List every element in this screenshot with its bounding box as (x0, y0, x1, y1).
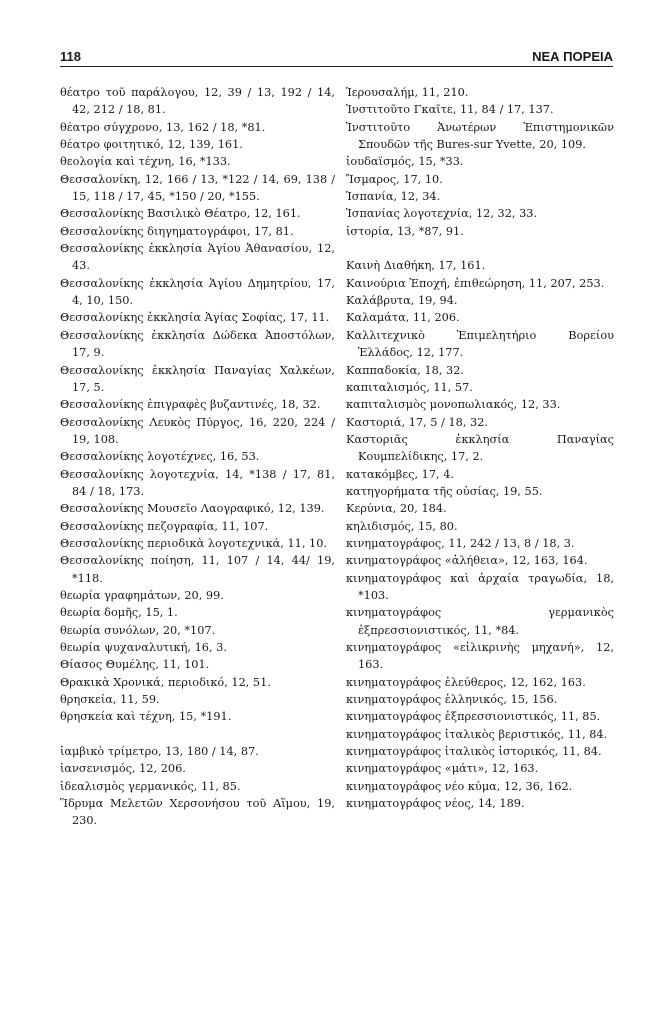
index-entry: θεωρία ψυχαναλυτική, 16, 3. (60, 641, 227, 654)
index-entry: θρησκεία, 11, 59. (60, 693, 160, 707)
index-entry: ἰαμβικὸ τρίμετρο, 13, 180 / 14, 87. (60, 745, 259, 759)
index-entry: θέατρο σύγχρονο, 13, 162 / 18, *81. (60, 120, 266, 134)
index-entry: Θεσσαλονίκης περιοδικὰ λογοτεχνικά, 11, 10. (60, 536, 327, 550)
page-number: 118 (60, 49, 81, 64)
index-entry: θρησκεία καὶ τέχνη, 15, *191. (60, 710, 232, 724)
index-entry: κινηματογράφος «μάτι», 12, 163. (346, 762, 539, 776)
index-entry: θεωρία γραφημάτων, 20, 99. (60, 588, 224, 602)
index-entry: Θεσσαλονίκης ἐκκλησία Δώδεκα Ἀποστόλων, 17, 9. (60, 328, 335, 360)
index-entry: Καστοριά, 17, 5 / 18, 32. (346, 415, 488, 429)
index-entry: κινηματογράφος νέο κύμα, 12, 36, 162. (346, 779, 573, 793)
index-entry: Θίασος Θυμέλης, 11, 101. (60, 658, 210, 672)
index-entry: θεολογία καὶ τέχνη, 16, *133. (60, 155, 231, 169)
index-entry: ἰδεαλισμὸς γερμανικός, 11, 85. (60, 779, 241, 793)
index-entry: Ἵδρυμα Μελετῶν Χερσονήσου τοῦ Αἵμου, 19, 230. (60, 797, 335, 828)
index-entry: Καινὴ Διαθήκη, 17, 161. (346, 259, 486, 273)
index-entry: Θεσσαλονίκης λογοτεχνία, 14, *138 / 17, 81, 84 / 18, 173. (60, 467, 335, 498)
index-entry: θεωρία συνόλων, 20, *107. (60, 623, 216, 637)
index-entry: Θεσσαλονίκης διηγηματογράφοι, 17, 81. (60, 224, 294, 238)
right-group-1 (346, 84, 614, 240)
index-entry: Θεσσαλονίκη, 12, 166 / 13, *122 / 14, 69, 138 / 15, 118 / 17, 45, *150 / 20, *155. (60, 172, 335, 204)
index-entry: κηλιδισμός, 15, 80. (346, 519, 458, 533)
index-entry: κινηματογράφος «εἰλικρινὴς μηχανή», 12, 163. (346, 641, 614, 672)
group-gap (60, 726, 335, 743)
index-entry: κατακόμβες, 17, 4. (346, 467, 454, 481)
index-entry: κινηματογράφος ἑλληνικός, 15, 156. (346, 693, 558, 707)
right-column (346, 84, 614, 812)
index-entry: θεωρία δομῆς, 15, 1. (60, 606, 178, 620)
index-entry: ἰουδαϊσμός, 15, *33. (346, 155, 464, 169)
index-entry: Καλλιτεχνικὸ Ἐπιμελητήριο Βορείου Ἑλλάδος, 12, 177. (346, 328, 614, 360)
index-entry: Θεσσαλονίκης ἐκκλησία Παναγίας Χαλκέων, 17, 5. (60, 363, 335, 394)
index-entry: Ἰνστιτοῦτο Ἀνωτέρων Ἐπιστημονικῶν Σπουδῶν τῆς Bures-sur Yvette, 20, 109. (346, 120, 614, 152)
index-entry: Θεσσαλονίκης ἐπιγραφὲς βυζαντινές, 18, 32. (60, 398, 321, 412)
index-entry: Θεσσαλονίκης ἐκκλησία Ἁγίου Ἀθανασίου, 12, 43. (60, 242, 335, 273)
index-entry: κατηγορήματα τῆς οὐσίας, 19, 55. (346, 484, 543, 498)
index-entry: Ἰνστιτοῦτο Γκαῖτε, 11, 84 / 17, 137. (346, 103, 554, 117)
index-entry: Ἱερουσαλήμ, 11, 210. (346, 86, 469, 99)
index-entry: Ἱσπανίας λογοτεχνία, 12, 32, 33. (346, 207, 538, 221)
index-entry: Θεσσαλονίκης Βασιλικὸ Θέατρο, 12, 161. (60, 207, 301, 221)
index-entry: καπιταλισμὸς μονοπωλιακός, 12, 33. (346, 398, 561, 412)
index-entry: Θεσσαλονίκης πεζογραφία, 11, 107. (60, 519, 269, 533)
left-group-2 (60, 743, 335, 830)
index-entry: θέατρο φοιτητικό, 12, 139, 161. (60, 138, 243, 152)
index-entry: κινηματογράφος ἰταλικὸς βεριστικός, 11, 84. (346, 727, 608, 741)
page-header (60, 42, 613, 67)
index-entry: ἰανσενισμός, 12, 206. (60, 762, 186, 776)
index-entry: Καλάβρυτα, 19, 94. (346, 294, 458, 308)
journal-title: ΝΕΑ ΠΟΡΕΙΑ (532, 49, 613, 64)
index-entry: κινηματογράφος «ἀλήθεια», 12, 163, 164. (346, 554, 588, 568)
index-entry: Θεσσαλονίκης ἐκκλησία Ἁγίου Δημητρίου, 17, 4, 10, 150. (60, 276, 335, 308)
index-entry: Ἱσπανία, 12, 34. (346, 190, 441, 204)
index-entry: κινηματογράφος νέος, 14, 189. (346, 797, 525, 811)
group-gap (346, 240, 614, 257)
left-column (60, 84, 335, 830)
index-entry: κινηματογράφος ἰταλικὸς ἱστορικός, 11, 84. (346, 745, 602, 759)
index-entry: κινηματογράφος γερμανικὸς ἐξπρεσσιονιστικός, 11, *84. (346, 606, 614, 637)
index-entry: Καλαμάτα, 11, 206. (346, 311, 460, 325)
index-entry: Κερύνια, 20, 184. (346, 502, 447, 516)
index-entry: Θεσσαλονίκης Λευκὸς Πύργος, 16, 220, 224 / 19, 108. (60, 415, 335, 446)
index-entry: καπιταλισμός, 11, 57. (346, 380, 473, 394)
index-entry: θέατρο τοῦ παράλογου, 12, 39 / 13, 192 / 14, 42, 212 / 18, 81. (60, 86, 335, 117)
index-entry: Καινούρια Ἐποχή, ἐπιθεώρηση, 11, 207, 253. (346, 276, 605, 290)
index-entry: Θεσσαλονίκης ἐκκλησία Ἁγίας Σοφίας, 17, 11. (60, 311, 330, 325)
index-entry: κινηματογράφος ἐξπρεσσιονιστικός, 11, 85. (346, 710, 601, 724)
right-group-2 (346, 257, 614, 812)
index-entry: ἱστορία, 13, *87, 91. (346, 224, 464, 238)
index-entry: Ἴσμαρος, 17, 10. (346, 172, 443, 186)
index-entry: Καστοριᾶς ἐκκλησία Παναγίας Κουμπελίδικης, 17, 2. (346, 432, 614, 464)
index-entry: Θεσσαλονίκης ποίηση, 11, 107 / 14, 44/ 19, *118. (60, 554, 335, 585)
index-entry: Θεσσαλονίκης λογοτέχνες, 16, 53. (60, 450, 260, 464)
left-group-1 (60, 84, 335, 726)
index-entry: Καππαδοκία, 18, 32. (346, 363, 464, 377)
index-entry: Θρακικὰ Χρονικά, περιοδικό, 12, 51. (60, 675, 271, 689)
index-entry: κινηματογράφος, 11, 242 / 13, 8 / 18, 3. (346, 536, 575, 550)
index-entry: κινηματογράφος ἐλεύθερος, 12, 162, 163. (346, 675, 586, 689)
index-entry: κινηματογράφος καὶ ἀρχαία τραγωδία, 18, *103. (346, 571, 614, 602)
index-entry: Θεσσαλονίκης Μουσεῖο Λαογραφικό, 12, 139. (60, 502, 325, 516)
